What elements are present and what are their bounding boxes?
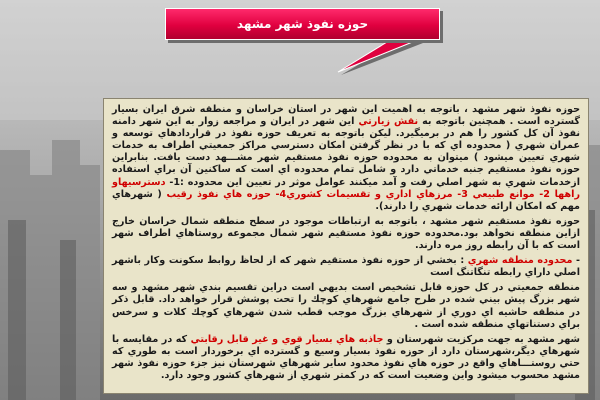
paragraph (112, 104, 580, 213)
paragraph-text: حوزه نفوذ مستقيم شهر مشهد ، باتوجه به ارتباطات موجود در سطح منطقه شمال خراسان خارج ازاين منطقه نخواهد بود.محدوده حوزه نفوذ مستقيم شهر شمال مجموعه روستاهاي اطراف شهر است كه با آن رابطه روز مره دارند. (112, 215, 580, 252)
title-banner-wrapper (165, 8, 440, 44)
paragraph-text: شهر مشهد به جهت مركزيت شهرستان و (383, 333, 580, 345)
paragraph-text: - (572, 255, 580, 267)
paragraph-text: اين شهر در ايران و مراجعه زوار به اين شهر دامنه نفوذ آن كل كشور را هم در برميگيرد. ليكن باتوجه به تعريف حوزه نفوذ در قراردادهاي توسعه و عمران شهري ( محدوده اي كه با در نظر گرفتن امكان دسترسي مراكز جمعيتي اطراف به خدمات شهري تعيين ميشود ) ميتوان به محدوده حوزه نفوذ مستقيم شهر مشـــهد دست يافت. بنابراين حوزه نفوذ مستقيم جنبه خدماتي دارد و شامل تمام محدوده اي است كه ساكنين آن براي استفاده ازخدمات شهري به شهر اصلي رفت و آمد ميكنند عوامل موثر در تعيين اين محدوده :1- (112, 116, 580, 188)
highlighted-term: جاذبه هاي بسيار قوي و غير قابل رقابتي (190, 333, 384, 345)
paragraph (112, 255, 580, 279)
paragraph-text: كه در مقايسه با شهرهاي ديگر،شهرستان دارد از حوزه نفوذ بسيار وسيع و گسترده اي برخوردار است به طوري كه حتي روستـــاهاي واقع در حوزه هاي نفوذ محدود ساير شهرهاي شهرستان نيز جزء حوزه نفوذ شهر مشهد محسوب ميشود واين وضعيت است كه در كمتر شهري از شهرهاي كشور وجود دارد. (112, 333, 580, 381)
paragraph-text: ( شهرهاي مهم كه امكان ارائه خدمات شهري را دارند). (112, 188, 580, 212)
paragraph-text: منطقه جمعيتي در كل حوزه قابل تشخيص است بديهي است دراين تقسيم بندي شهر مشهد و سه شهر بزرگ پيش بيني شده در طرح جامع شهرهاي كوچك را تحت پوشش قرار خواهد داد. قابل ذكر در منطقه حاشيه اي دوري از شهرهاي بزرگ موجب قطب شدن شهرهاي كوچك كلات و سرخس براي دستناتهاي منطقه شده است . (112, 282, 580, 330)
paragraph-text: حوزه نفوذ شهر مشهد ، باتوجه به اهميت اين شهر در استان خراسان و منطقه شرق ايران بسيار گسترده است . همچنين باتوجه به (112, 104, 580, 128)
paragraph-list (112, 104, 580, 382)
title-banner (165, 8, 440, 40)
highlighted-term: دسترسيهاو راهها 2- موانع طبيعي 3- مرزهاي اداري و تقسيمات كشوري4- حوزه هاي نفوذ رقيب (112, 176, 580, 200)
content-panel (103, 98, 589, 394)
paragraph (112, 334, 580, 382)
page-title: حوزه نفوذ شهر مشهد (236, 17, 369, 31)
paragraph (112, 282, 580, 330)
paragraph-text: : بخشي از حوزه نفوذ مستقيم شهر كه از لحاظ روابط سكونت وكار باشهر اصلي داراي رابطه تنگاتنگ است (112, 255, 580, 279)
highlighted-term: محدوده منطقه شهري (467, 255, 573, 267)
highlighted-term: نقش زيارتي (358, 116, 419, 128)
paragraph (112, 216, 580, 252)
